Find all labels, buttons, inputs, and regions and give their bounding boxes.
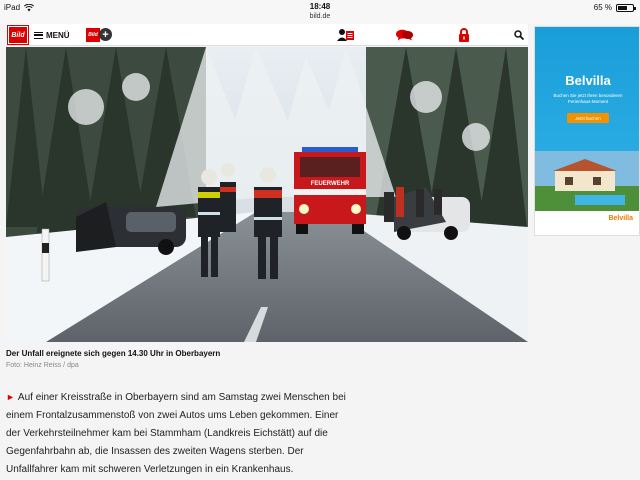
red-arrow-icon: ► [6,392,15,402]
bildplus-button[interactable] [86,27,112,42]
search-icon [514,30,524,40]
address-url[interactable]: bild.de [309,13,331,20]
status-center [0,2,640,22]
menu-label: MENÜ [46,30,70,40]
comments-button[interactable] [396,28,414,42]
battery-percent: 65 % [593,3,612,12]
photo-caption: Der Unfall ereignete sich gegen 14.30 Uhr in Oberbayern [6,349,221,358]
photo-credit: Foto: Heinz Reiss / dpa [6,362,79,369]
lock-icon [458,28,470,42]
plus-icon: + [99,28,112,41]
bildplus-logo: Bild [86,28,100,42]
status-right [594,3,634,12]
hamburger-icon [34,32,43,39]
menu-button[interactable] [34,28,70,42]
status-time: 18:48 [309,2,331,11]
device-label: iPad [4,3,21,12]
belvilla-ad[interactable] [534,26,640,236]
battery-icon [616,4,634,12]
login-button[interactable] [337,28,355,42]
villa-photo [535,151,640,211]
status-bar [0,0,640,24]
search-button[interactable] [510,28,528,42]
chat-bubbles-icon [396,28,414,42]
accident-scene-image [6,47,528,342]
ad-cta-button[interactable]: Jetzt buchen [567,113,609,123]
article-body [6,388,346,479]
lock-button[interactable] [455,28,473,42]
ad-brand: Belvilla [565,73,611,88]
user-id-icon [337,28,355,42]
ad-tagline: Buchen Sie jetzt Ihren besonderen Ferienhaus-Moment [553,93,623,104]
site-navbar [6,24,528,46]
article-text: Auf einer Kreisstraße in Oberbayern sind am Samstag zwei Menschen bei einem Frontalzusammenstoß von zwei Autos ums Leben gekommen. Einer der Verkehrsteilnehmer kam bei Stammham (Landkreis Eichstätt) auf die Gegenfahrbahn ab, die Insassen des zweiten Wagens sterben. Der Unfallfahrer kam mit schweren Verletzungen in ein Krankenhaus. [6,392,346,475]
truck-label: FEUERWEHR [310,181,350,187]
ad-logo: Belvilla [608,215,633,222]
bild-logo[interactable]: Bild [8,26,28,44]
article-photo[interactable] [6,47,528,342]
